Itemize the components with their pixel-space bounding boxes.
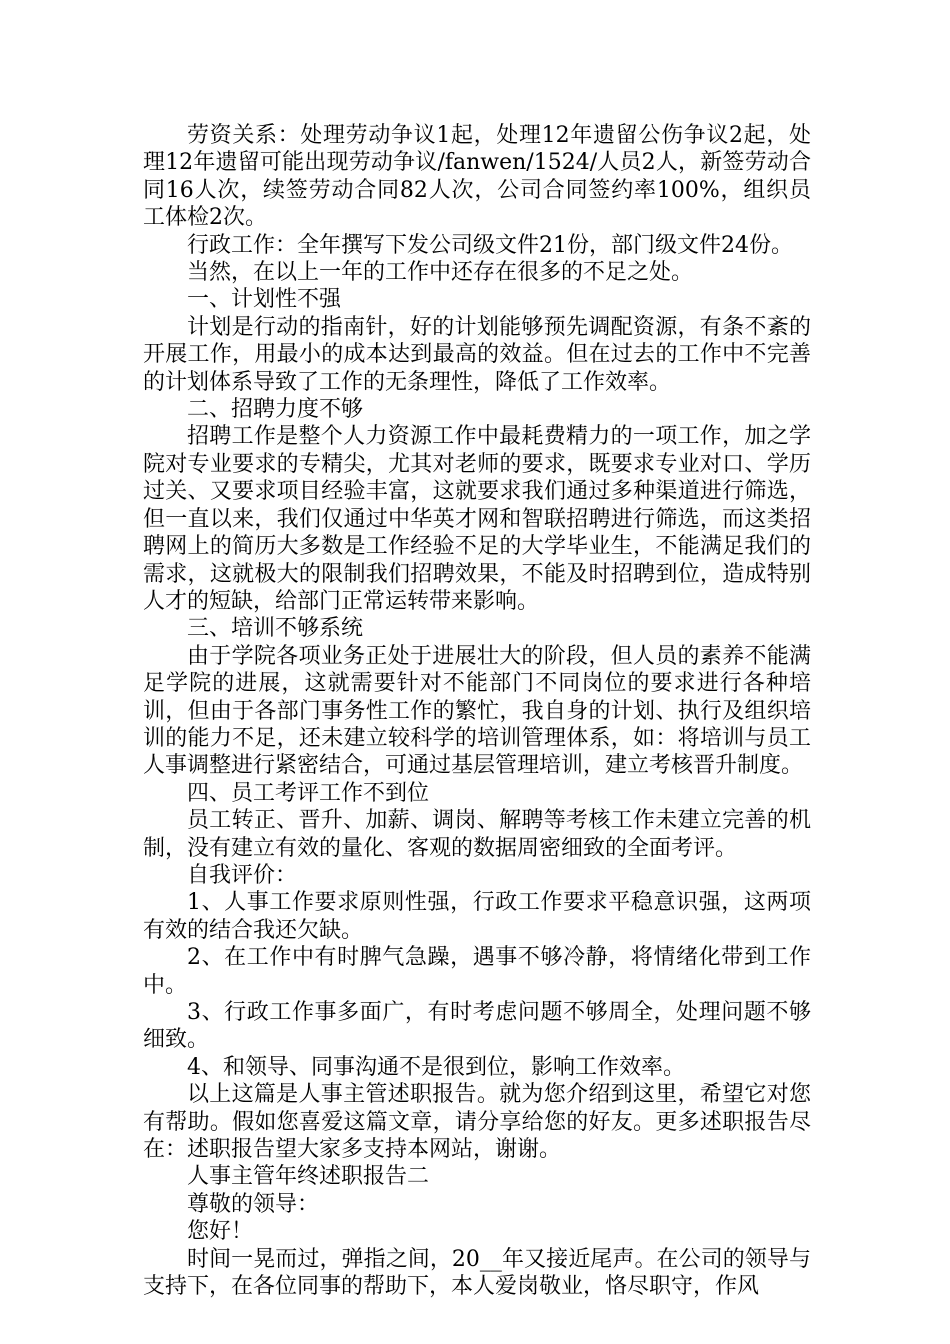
paragraph-evaluation: 员工转正、晋升、加薪、调岗、解聘等考核工作未建立完善的机制，没有建立有效的量化、客观的数据周密细致的全面考评。: [143, 808, 811, 861]
list-item-self-4: 4、和领导、同事沟通不是很到位，影响工作效率。: [187, 1054, 685, 1080]
section-title-report-two: 人事主管年终述职报告二: [187, 1164, 430, 1190]
heading-evaluation: 四、员工考评工作不到位: [187, 780, 430, 806]
paragraph-report-two-opening: 时间一晃而过，弹指之间，20__年又接近尾声。在公司的领导与支持下，在各位同事的帮助下，本人爱岗敬业，恪尽职守，作风: [143, 1246, 811, 1300]
document-body: [143, 122, 811, 1300]
list-item-self-3: 3、行政工作事多面广，有时考虑问题不够周全，处理问题不够细致。: [143, 1000, 811, 1053]
list-item-self-1: 1、人事工作要求原则性强，行政工作要求平稳意识强，这两项有效的结合我还欠缺。: [143, 890, 811, 943]
list-item-self-2: 2、在工作中有时脾气急躁，遇事不够冷静，将情绪化带到工作中。: [143, 945, 811, 998]
paragraph-labor-relations: 劳资关系：处理劳动争议1起，处理12年遗留公伤争议2起，处理12年遗留可能出现劳动争议/fanwen/1524/人员2人，新签劳动合同16人次，续签劳动合同82人次，公司合同签约率100%，组织员工体检2次。: [143, 123, 811, 231]
heading-training: 三、培训不够系统: [187, 616, 364, 642]
salutation: 尊敬的领导：: [187, 1191, 320, 1217]
paragraph-closing-note: 以上这篇是人事主管述职报告。就为您介绍到这里，希望它对您有帮助。假如您喜爱这篇文章，请分享给您的好友。更多述职报告尽在：述职报告望大家多支持本网站，谢谢。: [143, 1082, 811, 1163]
paragraph-shortcomings-intro: 当然，在以上一年的工作中还存在很多的不足之处。: [187, 260, 694, 286]
paragraph-admin-work: 行政工作：全年撰写下发公司级文件21份，部门级文件24份。: [187, 232, 793, 258]
heading-self-assessment: 自我评价：: [187, 862, 298, 888]
paragraph-training: 由于学院各项业务正处于进展壮大的阶段，但人员的素养不能满足学院的进展，这就需要针对不能部门不同岗位的要求进行各种培训，但由于各部门事务性工作的繁忙，我自身的计划、执行及组织培训的能力不足，还未建立较科学的培训管理体系，如：将培训与员工人事调整进行紧密结合，可通过基层管理培训，建立考核晋升制度。: [143, 643, 811, 779]
paragraph-planning: 计划是行动的指南针，好的计划能够预先调配资源，有条不紊的开展工作，用最小的成本达到最高的效益。但在过去的工作中不完善的计划体系导致了工作的无条理性，降低了工作效率。: [143, 314, 811, 395]
paragraph-recruiting: 招聘工作是整个人力资源工作中最耗费精力的一项工作，加之学院对专业要求的专精尖，尤其对老师的要求，既要求专业对口、学历过关、又要求项目经验丰富，这就要求我们通过多种渠道进行筛选，但一直以来，我们仅通过中华英才网和智联招聘进行筛选，而这类招聘网上的简历大多数是工作经验不足的大学毕业生，不能满足我们的需求，这就极大的限制我们招聘效果，不能及时招聘到位，造成特别人才的短缺，给部门正常运转带来影响。: [143, 424, 811, 614]
greeting: 您好！: [187, 1219, 254, 1245]
heading-planning: 一、计划性不强: [187, 287, 342, 313]
heading-recruiting: 二、招聘力度不够: [187, 397, 364, 423]
